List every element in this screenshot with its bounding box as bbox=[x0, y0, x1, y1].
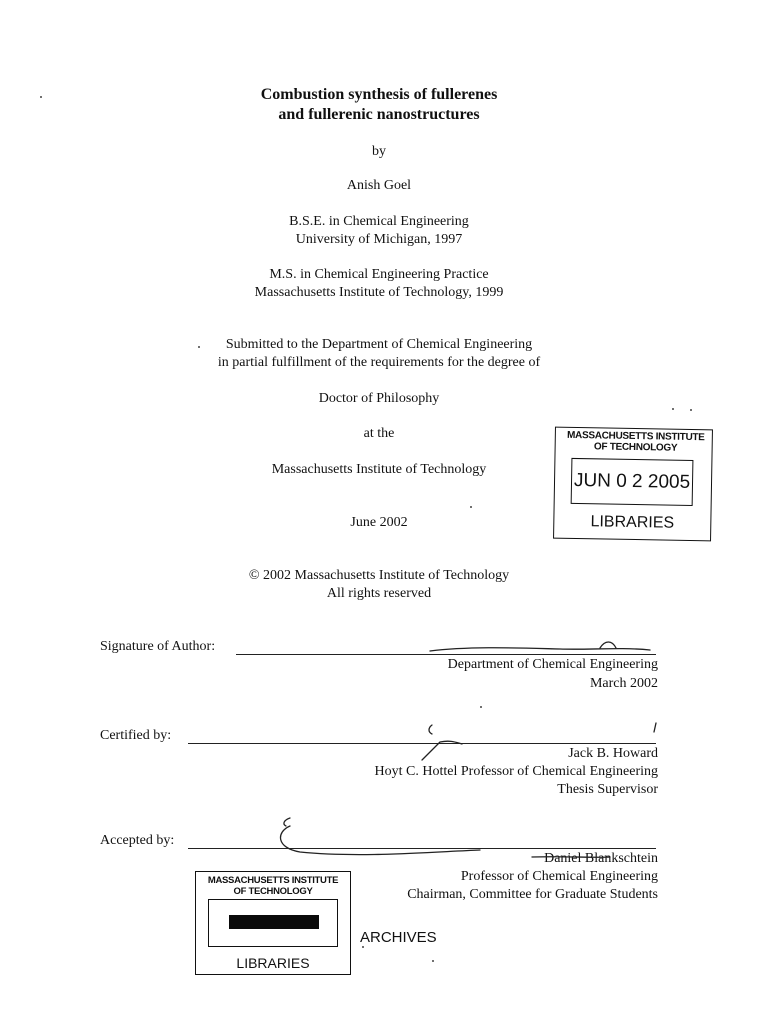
accepted-by-label: Accepted by: bbox=[100, 833, 175, 848]
stamp-bottom-header-line-1: MASSACHUSETTS INSTITUTE bbox=[207, 875, 339, 886]
author-name: Anish Goel bbox=[346, 178, 412, 193]
scan-speck bbox=[432, 960, 434, 962]
stamp-top-header-line-1: MASSACHUSETTS INSTITUTE bbox=[566, 429, 705, 444]
author-signature-date: March 2002 bbox=[589, 676, 658, 691]
stamp-top-header-line-2: OF TECHNOLOGY bbox=[593, 441, 678, 454]
chairman-name: Daniel Blankschtein bbox=[544, 851, 658, 866]
scan-speck bbox=[198, 346, 200, 348]
at-the-label: at the bbox=[363, 426, 395, 441]
degree-2: M.S. in Chemical Engineering Practice bbox=[269, 267, 489, 282]
stamp-top-header bbox=[562, 430, 710, 455]
stamp-bottom-header bbox=[196, 875, 350, 897]
thesis-title-line-1: Combustion synthesis of fullerenes bbox=[260, 86, 498, 103]
thesis-title-line-2: and fullerenic nanostructures bbox=[278, 106, 480, 123]
stamp-top-footer: LIBRARIES bbox=[590, 513, 675, 532]
accepted-signature-stroke-2 bbox=[281, 826, 480, 855]
scan-speck bbox=[690, 409, 692, 411]
submission-line-2: in partial fulfillment of the requirements for the degree of bbox=[217, 355, 541, 370]
submission-institution: Massachusetts Institute of Technology bbox=[271, 462, 487, 477]
stamp-bottom-footer: LIBRARIES bbox=[236, 955, 310, 971]
scan-speck bbox=[470, 506, 472, 508]
supervisor-title: Hoyt C. Hottel Professor of Chemical Engineering bbox=[374, 764, 658, 779]
degree-sought: Doctor of Philosophy bbox=[318, 391, 440, 406]
certified-signature-stroke-1 bbox=[429, 725, 432, 734]
scan-speck bbox=[480, 706, 482, 708]
supervisor-role: Thesis Supervisor bbox=[557, 782, 658, 797]
author-department: Department of Chemical Engineering bbox=[447, 657, 658, 672]
accepted-signature-line bbox=[188, 848, 656, 849]
scan-speck bbox=[40, 96, 42, 98]
stamp-bottom-header-line-2: OF TECHNOLOGY bbox=[233, 886, 313, 897]
author-signature-stroke bbox=[430, 648, 650, 651]
certified-signature-stroke-3 bbox=[654, 723, 656, 732]
author-signature-flourish bbox=[600, 642, 616, 648]
library-stamp-bottom bbox=[195, 871, 351, 975]
certified-by-label: Certified by: bbox=[100, 728, 172, 743]
scan-speck bbox=[672, 408, 674, 410]
degree-1-institution: University of Michigan, 1997 bbox=[295, 232, 463, 247]
signature-of-author-label: Signature of Author: bbox=[100, 639, 216, 654]
submission-line-1: Submitted to the Department of Chemical Engineering bbox=[225, 337, 533, 352]
stamp-top-date: JUN 0 2 2005 bbox=[571, 458, 694, 506]
redacted-date bbox=[229, 915, 319, 929]
submission-date: June 2002 bbox=[350, 515, 408, 530]
author-signature-line bbox=[236, 654, 656, 655]
by-label: by bbox=[372, 144, 386, 159]
degree-1: B.S.E. in Chemical Engineering bbox=[289, 214, 469, 229]
library-stamp-top bbox=[553, 427, 713, 542]
chairman-title: Professor of Chemical Engineering bbox=[460, 869, 658, 884]
accepted-signature-stroke-1 bbox=[284, 818, 290, 826]
chairman-role: Chairman, Committee for Graduate Students bbox=[407, 887, 658, 902]
copyright-line: © 2002 Massachusetts Institute of Technology bbox=[248, 568, 510, 583]
supervisor-name: Jack B. Howard bbox=[568, 746, 658, 761]
stamp-bottom-date-box bbox=[208, 899, 338, 947]
archives-stamp: ARCHIVES bbox=[360, 929, 437, 946]
degree-2-institution: Massachusetts Institute of Technology, 1999 bbox=[254, 285, 504, 300]
rights-reserved: All rights reserved bbox=[326, 586, 432, 601]
scan-speck bbox=[362, 946, 364, 948]
certified-signature-line bbox=[188, 743, 656, 744]
